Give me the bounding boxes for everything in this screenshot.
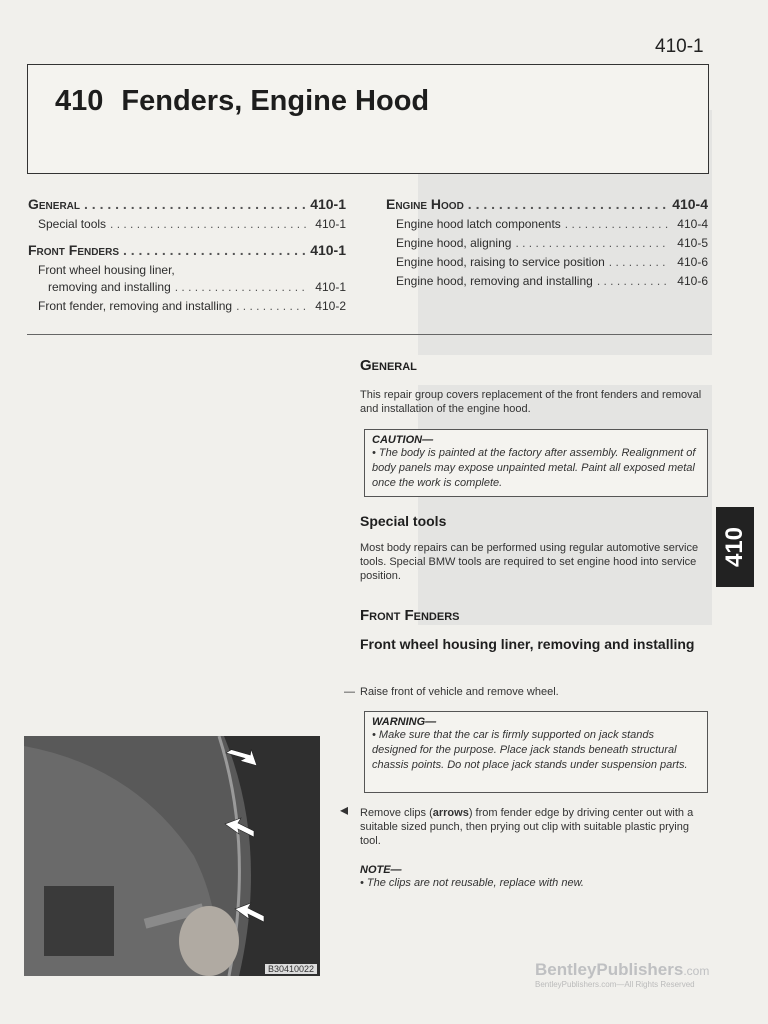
chapter-title-box	[27, 64, 709, 174]
caution-box	[364, 429, 708, 497]
toc-entry-label: Engine hood latch components	[396, 217, 561, 231]
toc-entry[interactable]	[28, 217, 346, 236]
note-title: NOTE—	[360, 864, 402, 876]
section-heading-general: General	[360, 357, 417, 374]
toc-entry[interactable]	[386, 217, 708, 236]
toc-entry-label-line: Front wheel housing liner,	[38, 263, 175, 277]
pointer-left-icon: ◂	[340, 802, 349, 819]
toc-leader	[123, 242, 306, 258]
toc-entry-label: Engine hood, aligning	[396, 236, 512, 250]
toc-entry-page: 410-5	[677, 236, 708, 250]
toc-entry[interactable]	[28, 299, 346, 318]
general-text: This repair group covers replacement of the front fenders and removal and installation of the engine hood.	[360, 389, 702, 415]
caution-title: CAUTION—	[372, 434, 434, 446]
toc-entry-page: 410-1	[315, 217, 346, 231]
clip-step-text-start: Remove clips (	[360, 807, 433, 819]
photo-illustration	[24, 736, 320, 976]
step-text: Raise front of vehicle and remove wheel.	[360, 686, 559, 698]
chapter-tab[interactable]	[716, 507, 754, 587]
toc-leader	[110, 217, 306, 231]
general-section	[360, 357, 710, 416]
note-block	[360, 864, 710, 891]
clip-step-bold: arrows	[432, 807, 469, 819]
chapter-title	[55, 85, 429, 118]
toc-entry-label: Engine hood, raising to service position	[396, 255, 605, 269]
toc-entry-label: Engine Hood	[386, 196, 464, 212]
step-raise-vehicle	[344, 685, 710, 699]
warning-text: • Make sure that the car is firmly supported on jack stands designed for the purpose. Place jack stands beneath structural chassis points. Do not place jack stands under suspension parts.	[372, 729, 688, 771]
toc-leader	[609, 255, 668, 269]
toc-leader	[84, 196, 306, 212]
toc-entry[interactable]	[28, 196, 346, 217]
toc-entry-page: 410-4	[672, 196, 708, 212]
toc-leader	[468, 196, 668, 212]
step-bullet: —	[344, 686, 355, 698]
wheel-liner-heading: Front wheel housing liner, removing and installing	[360, 636, 695, 652]
section-divider	[27, 334, 712, 335]
toc-entry[interactable]	[386, 236, 708, 255]
publisher-suffix: .com	[683, 964, 710, 978]
front-fenders-section	[360, 607, 710, 653]
warning-title: WARNING—	[372, 716, 437, 728]
toc-entry-page: 410-1	[310, 242, 346, 258]
toc-leader	[236, 299, 306, 313]
step-remove-clips	[360, 806, 710, 848]
toc-entry-label: removing and installing	[48, 280, 171, 294]
toc-entry[interactable]	[28, 280, 346, 299]
photo-reference-code: B30410022	[265, 964, 317, 974]
section-heading-front-fenders: Front Fenders	[360, 607, 460, 624]
toc-entry-label: Front Fenders	[28, 242, 119, 258]
toc-entry[interactable]	[386, 255, 708, 274]
caution-text: • The body is painted at the factory after assembly. Realignment of body panels may expose unpainted metal. Paint all exposed metal once the work is complete.	[372, 447, 696, 489]
toc-leader	[515, 236, 668, 250]
toc-right-column	[386, 196, 708, 293]
publisher-name: BentleyPublishers	[535, 960, 684, 979]
warning-box	[364, 711, 708, 793]
bleed-through-shade-mid	[418, 385, 712, 625]
toc-entry-page: 410-2	[315, 299, 346, 313]
chapter-tab-label: 410	[721, 526, 749, 568]
page-number: 410-1	[655, 36, 704, 57]
toc-entry-page: 410-1	[310, 196, 346, 212]
toc-entry-label: Special tools	[38, 217, 107, 231]
toc-entry-page: 410-6	[677, 255, 708, 269]
special-tools-section	[360, 513, 710, 583]
toc-entry-label: Engine hood, removing and installing	[396, 274, 593, 288]
toc-entry-page: 410-4	[677, 217, 708, 231]
toc-entry[interactable]	[28, 242, 346, 263]
note-text: • The clips are not reusable, replace with new.	[360, 877, 584, 889]
toc-entry[interactable]	[386, 196, 708, 217]
publisher-logo	[535, 960, 709, 980]
toc-leader	[597, 274, 668, 288]
toc-entry-label: Front fender, removing and installing	[38, 299, 233, 313]
chapter-name: Fenders, Engine Hood	[121, 85, 430, 117]
toc-leader	[175, 280, 306, 294]
special-tools-text: Most body repairs can be performed using regular automotive service tools. Special BMW tools are required to set engine hood into service position.	[360, 542, 699, 582]
chapter-number: 410	[55, 85, 104, 117]
publisher-copyright: BentleyPublishers.com—All Rights Reserved	[535, 980, 695, 989]
wheel-housing-photo	[24, 736, 320, 976]
toc-entry-page: 410-1	[315, 280, 346, 294]
toc-entry-page: 410-6	[677, 274, 708, 288]
toc-left-column	[28, 196, 346, 318]
toc-leader	[565, 217, 668, 231]
clip-step-text-end: ) from fender edge by driving center out with a suitable sized punch, then prying out clip with suitable plastic prying tool.	[360, 807, 694, 847]
special-tools-heading: Special tools	[360, 513, 447, 529]
toc-entry-label: General	[28, 196, 81, 212]
toc-entry[interactable]	[386, 274, 708, 293]
